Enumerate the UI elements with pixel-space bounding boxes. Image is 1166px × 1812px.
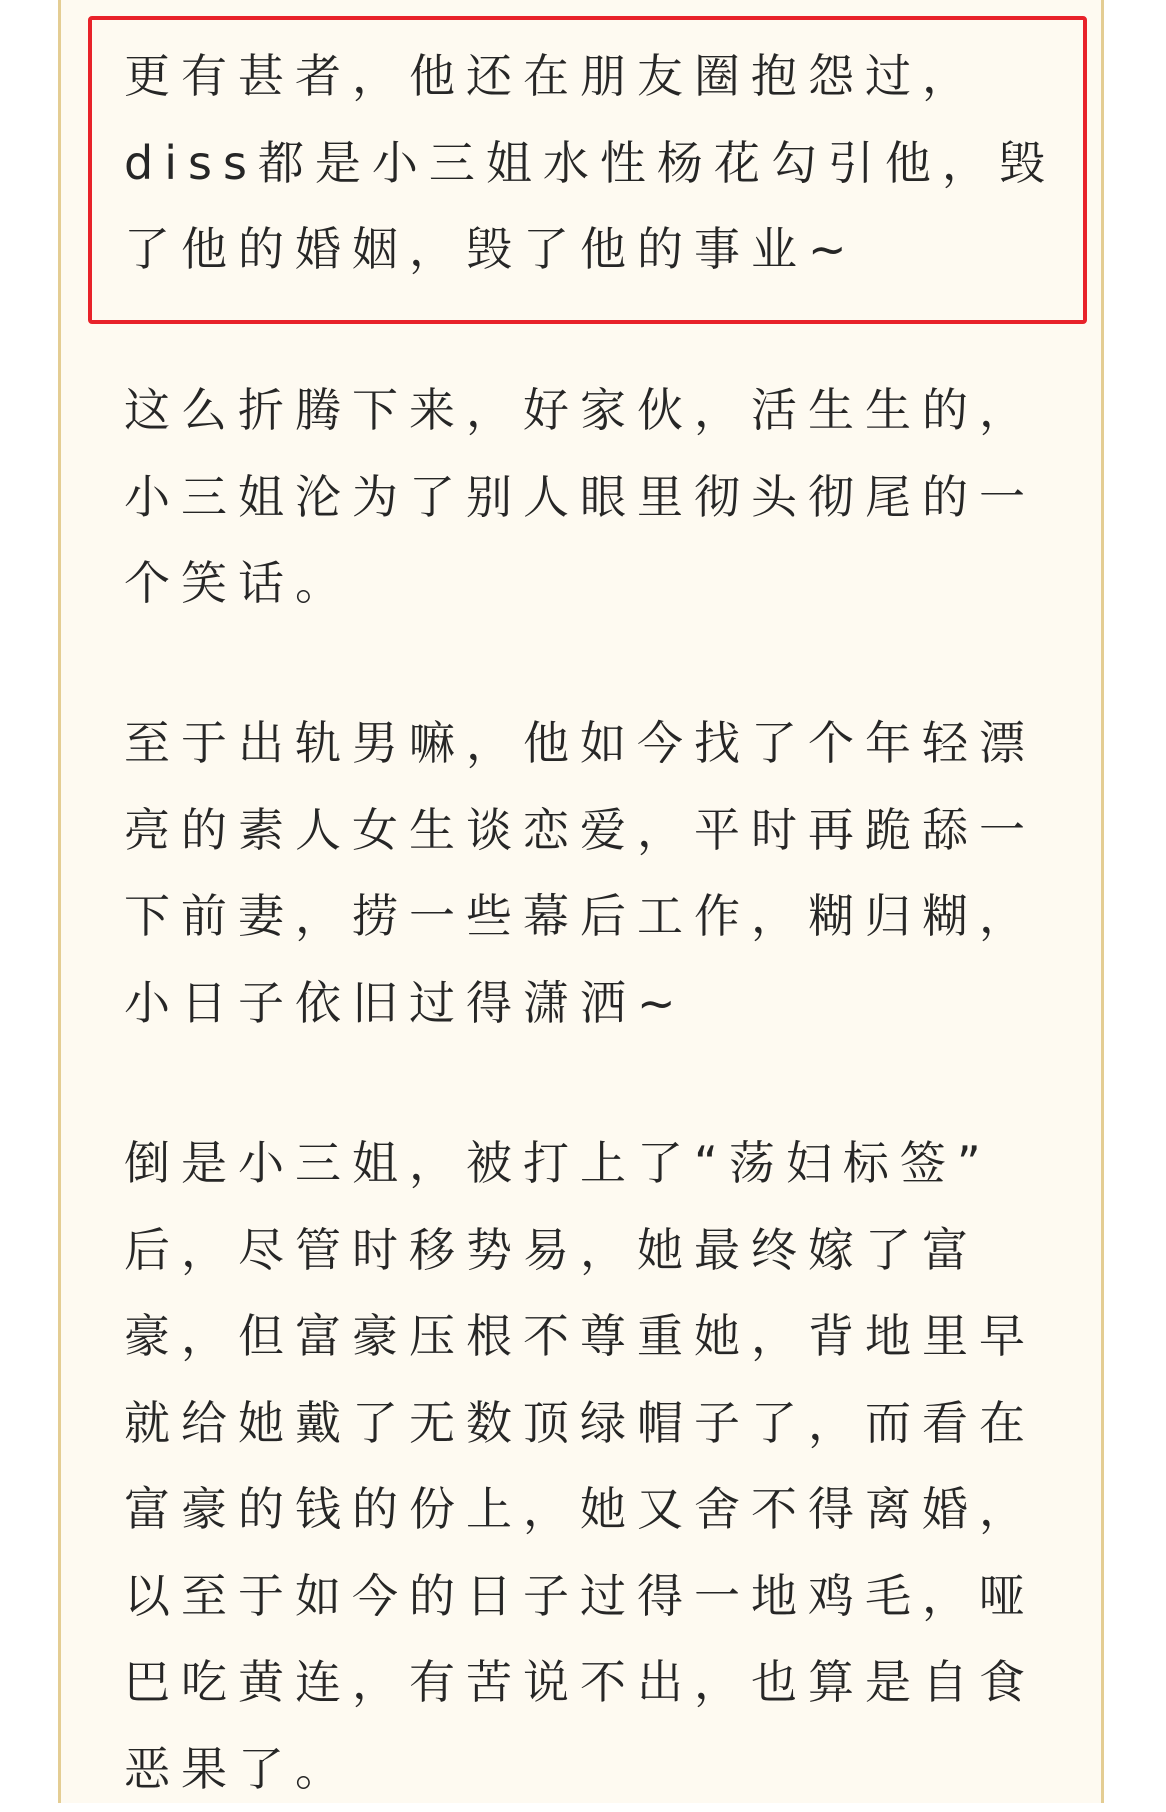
paragraph-line: diss都是小三姐水性杨花勾引他，毁 (124, 120, 1044, 207)
highlighted-paragraph (124, 33, 1044, 293)
paragraph-2 (124, 700, 1044, 1046)
paragraph-line: 豪，但富豪压根不尊重她，背地里早 (124, 1293, 1044, 1380)
paragraph-line: 至于出轨男嘛，他如今找了个年轻漂 (124, 700, 1044, 787)
paragraph-line: 以至于如今的日子过得一地鸡毛，哑 (124, 1553, 1044, 1640)
paragraph-line: 亮的素人女生谈恋爱，平时再跪舔一 (124, 787, 1044, 874)
paragraph-line: 倒是小三姐，被打上了“荡妇标签” (124, 1120, 1044, 1207)
paragraph-line: 个笑话。 (124, 540, 1044, 627)
paragraph-line: 这么折腾下来，好家伙，活生生的， (124, 367, 1044, 454)
paragraph-line: 小日子依旧过得潇洒~ (124, 960, 1044, 1047)
paragraph-3 (124, 1120, 1044, 1812)
paragraph-line: 巴吃黄连，有苦说不出，也算是自食 (124, 1639, 1044, 1726)
paragraph-1 (124, 367, 1044, 627)
paragraph-line: 下前妻，捞一些幕后工作，糊归糊， (124, 873, 1044, 960)
paragraph-line: 富豪的钱的份上，她又舍不得离婚， (124, 1466, 1044, 1553)
paragraph-line: 恶果了。 (124, 1726, 1044, 1812)
paragraph-line: 小三姐沦为了别人眼里彻头彻尾的一 (124, 454, 1044, 541)
paragraph-line: 了他的婚姻，毁了他的事业~ (124, 206, 1044, 293)
paragraph-line: 更有甚者，他还在朋友圈抱怨过， (124, 33, 1044, 120)
paragraph-line: 就给她戴了无数顶绿帽子了，而看在 (124, 1380, 1044, 1467)
paragraph-line: 后，尽管时移势易，她最终嫁了富 (124, 1207, 1044, 1294)
